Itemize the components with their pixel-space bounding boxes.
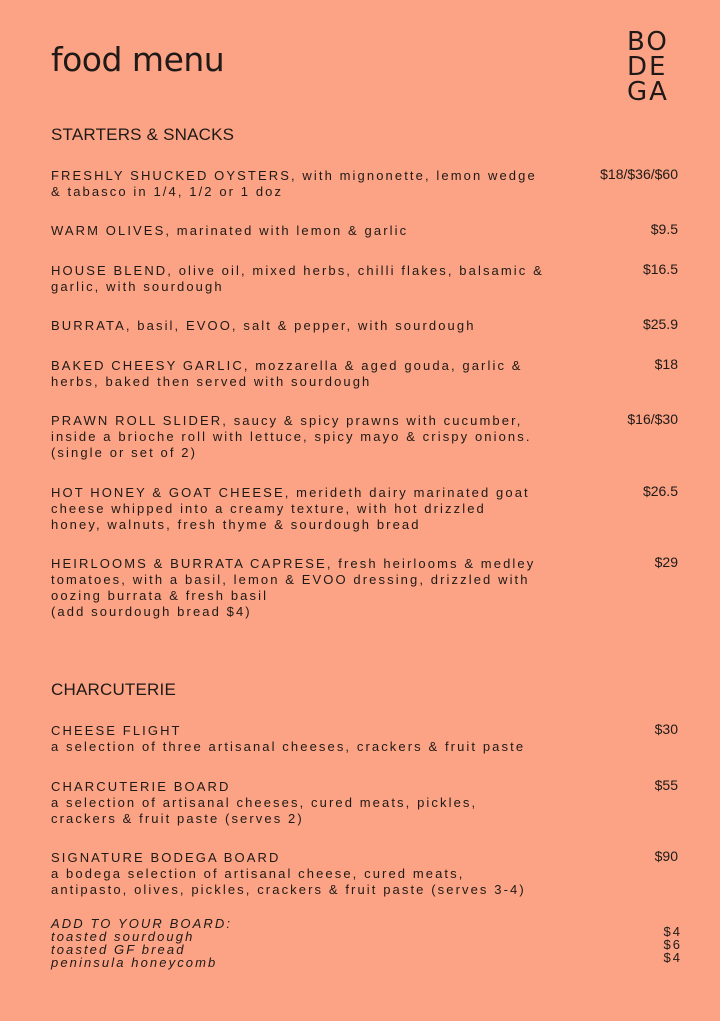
desc-line: CHEESE FLIGHT (51, 723, 182, 738)
desc-line: a bodega selection of artisanal cheese, cured meats, (51, 866, 465, 881)
desc-line: BURRATA, basil, EVOO, salt & pepper, with sourdough (51, 318, 476, 333)
desc-line: garlic, with sourdough (51, 279, 224, 294)
item-description (51, 263, 581, 295)
desc-line: honey, walnuts, fresh thyme & sourdough bread (51, 517, 421, 532)
desc-line: BAKED CHEESY GARLIC, mozzarella & aged gouda, garlic & (51, 358, 523, 373)
logo-line: GA (627, 77, 669, 107)
desc-line: a selection of three artisanal cheeses, crackers & fruit paste (51, 739, 526, 754)
desc-line: antipasto, olives, pickles, crackers & fruit paste (serves 3-4) (51, 882, 526, 897)
desc-line: inside a brioche roll with lettuce, spicy mayo & crispy onions. (51, 429, 532, 444)
item-description (51, 723, 581, 755)
board-addons (51, 917, 682, 969)
desc-line: oozing burrata & fresh basil (51, 588, 269, 603)
menu-item-signature-board (51, 850, 680, 898)
logo-line: DE (627, 52, 668, 82)
desc-line: PRAWN ROLL SLIDER, saucy & spicy prawns with cucumber, (51, 413, 523, 428)
menu-item-prawn-roll (51, 413, 680, 461)
menu-item-house-blend (51, 263, 680, 295)
addon-item: peninsula honeycomb (51, 955, 218, 970)
item-price: $29 (654, 554, 678, 570)
item-price: $16/$30 (627, 411, 678, 427)
desc-line: crackers & fruit paste (serves 2) (51, 811, 304, 826)
addon-price: $4 (663, 950, 682, 965)
desc-line: HEIRLOOMS & BURRATA CAPRESE, fresh heirlooms & medley (51, 556, 536, 571)
item-price: $90 (654, 848, 678, 864)
addon-heading: ADD TO YOUR BOARD: (51, 916, 233, 931)
addon-price: $6 (663, 937, 682, 952)
desc-line: & tabasco in 1/4, 1/2 or 1 doz (51, 184, 284, 199)
desc-line: FRESHLY SHUCKED OYSTERS, with mignonette, lemon wedge (51, 168, 537, 183)
desc-line: a selection of artisanal cheeses, cured meats, pickles, (51, 795, 478, 810)
logo-line: BO (627, 27, 669, 57)
item-description (51, 223, 581, 239)
desc-line: (single or set of 2) (51, 445, 198, 460)
menu-item-oysters (51, 168, 680, 200)
desc-line: HOUSE BLEND, olive oil, mixed herbs, chilli flakes, balsamic & (51, 263, 544, 278)
desc-line: WARM OLIVES, marinated with lemon & garlic (51, 223, 409, 238)
item-description (51, 168, 581, 200)
item-description (51, 850, 581, 898)
desc-line: (add sourdough bread $4) (51, 604, 252, 619)
item-description (51, 485, 581, 533)
menu-item-cheese-flight (51, 723, 680, 755)
menu-item-olives (51, 223, 680, 239)
desc-line: tomatoes, with a basil, lemon & EVOO dressing, drizzled with (51, 572, 530, 587)
addon-price: $4 (663, 924, 682, 939)
section-title-charcuterie: CHARCUTERIE (51, 680, 176, 699)
bodega-logo (627, 27, 687, 107)
item-description (51, 413, 581, 461)
desc-line: SIGNATURE BODEGA BOARD (51, 850, 281, 865)
desc-line: HOT HONEY & GOAT CHEESE, merideth dairy marinated goat (51, 485, 530, 500)
menu-item-burrata (51, 318, 680, 334)
item-price: $18/$36/$60 (600, 166, 678, 182)
item-description (51, 779, 581, 827)
section-title-starters: STARTERS & SNACKS (51, 125, 235, 144)
item-price: $9.5 (650, 221, 678, 237)
addon-list (51, 917, 682, 969)
menu-item-hot-honey (51, 485, 680, 533)
item-price: $16.5 (642, 261, 678, 277)
menu-item-charcuterie-board (51, 779, 680, 827)
item-description (51, 358, 581, 390)
page-title: food menu (51, 40, 225, 79)
desc-line: herbs, baked then served with sourdough (51, 374, 372, 389)
addon-item: toasted GF bread (51, 942, 186, 957)
menu-item-caprese (51, 556, 680, 620)
item-description (51, 556, 581, 620)
menu-item-cheesy-garlic (51, 358, 680, 390)
item-price: $25.9 (642, 316, 678, 332)
item-price: $18 (654, 356, 678, 372)
item-price: $30 (654, 721, 678, 737)
item-price: $55 (654, 777, 678, 793)
addon-item: toasted sourdough (51, 929, 195, 944)
desc-line: CHARCUTERIE BOARD (51, 779, 231, 794)
item-description (51, 318, 581, 334)
desc-line: cheese whipped into a creamy texture, with hot drizzled (51, 501, 486, 516)
item-price: $26.5 (642, 483, 678, 499)
addon-prices (664, 925, 682, 964)
